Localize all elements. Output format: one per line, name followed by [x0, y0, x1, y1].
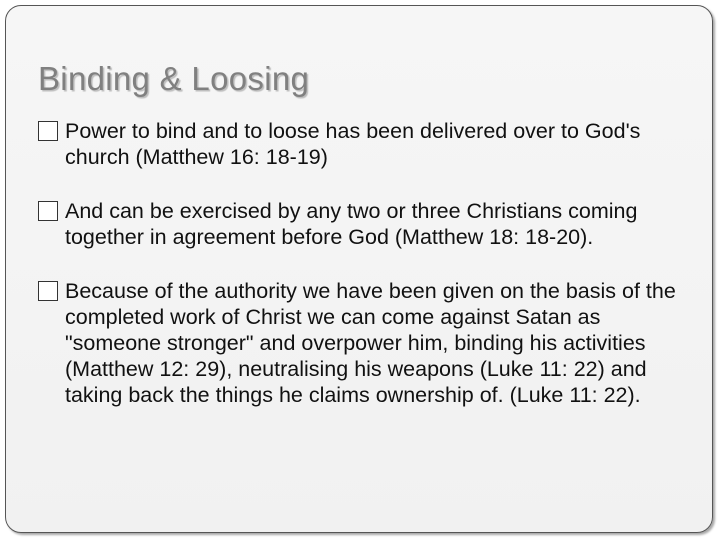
bullet-item [38, 118, 698, 170]
bullet-text: And can be exercised by any two or three Christians coming together in agreement before God (Matthew 18: 18-20). [65, 199, 638, 249]
bullet-marker-icon [38, 201, 58, 221]
bullet-item [38, 278, 698, 408]
bullet-text: Power to bind and to loose has been delivered over to God's church (Matthew 16: 18-19) [65, 119, 641, 169]
bullet-list [38, 118, 698, 436]
slide-title: Binding & Loosing [38, 60, 310, 97]
bullet-item [38, 198, 698, 250]
bullet-marker-icon [38, 121, 58, 141]
bullet-text: Because of the authority we have been given on the basis of the completed work of Christ we can come against Satan as "someone stronger" and overpower him, binding his activities (Matthew 12: 29), neutralising his weapons (Luke 11: 22) and taking back the things he claims ownership of. (Luke 11: 22). [65, 279, 676, 407]
bullet-marker-icon [38, 281, 58, 301]
